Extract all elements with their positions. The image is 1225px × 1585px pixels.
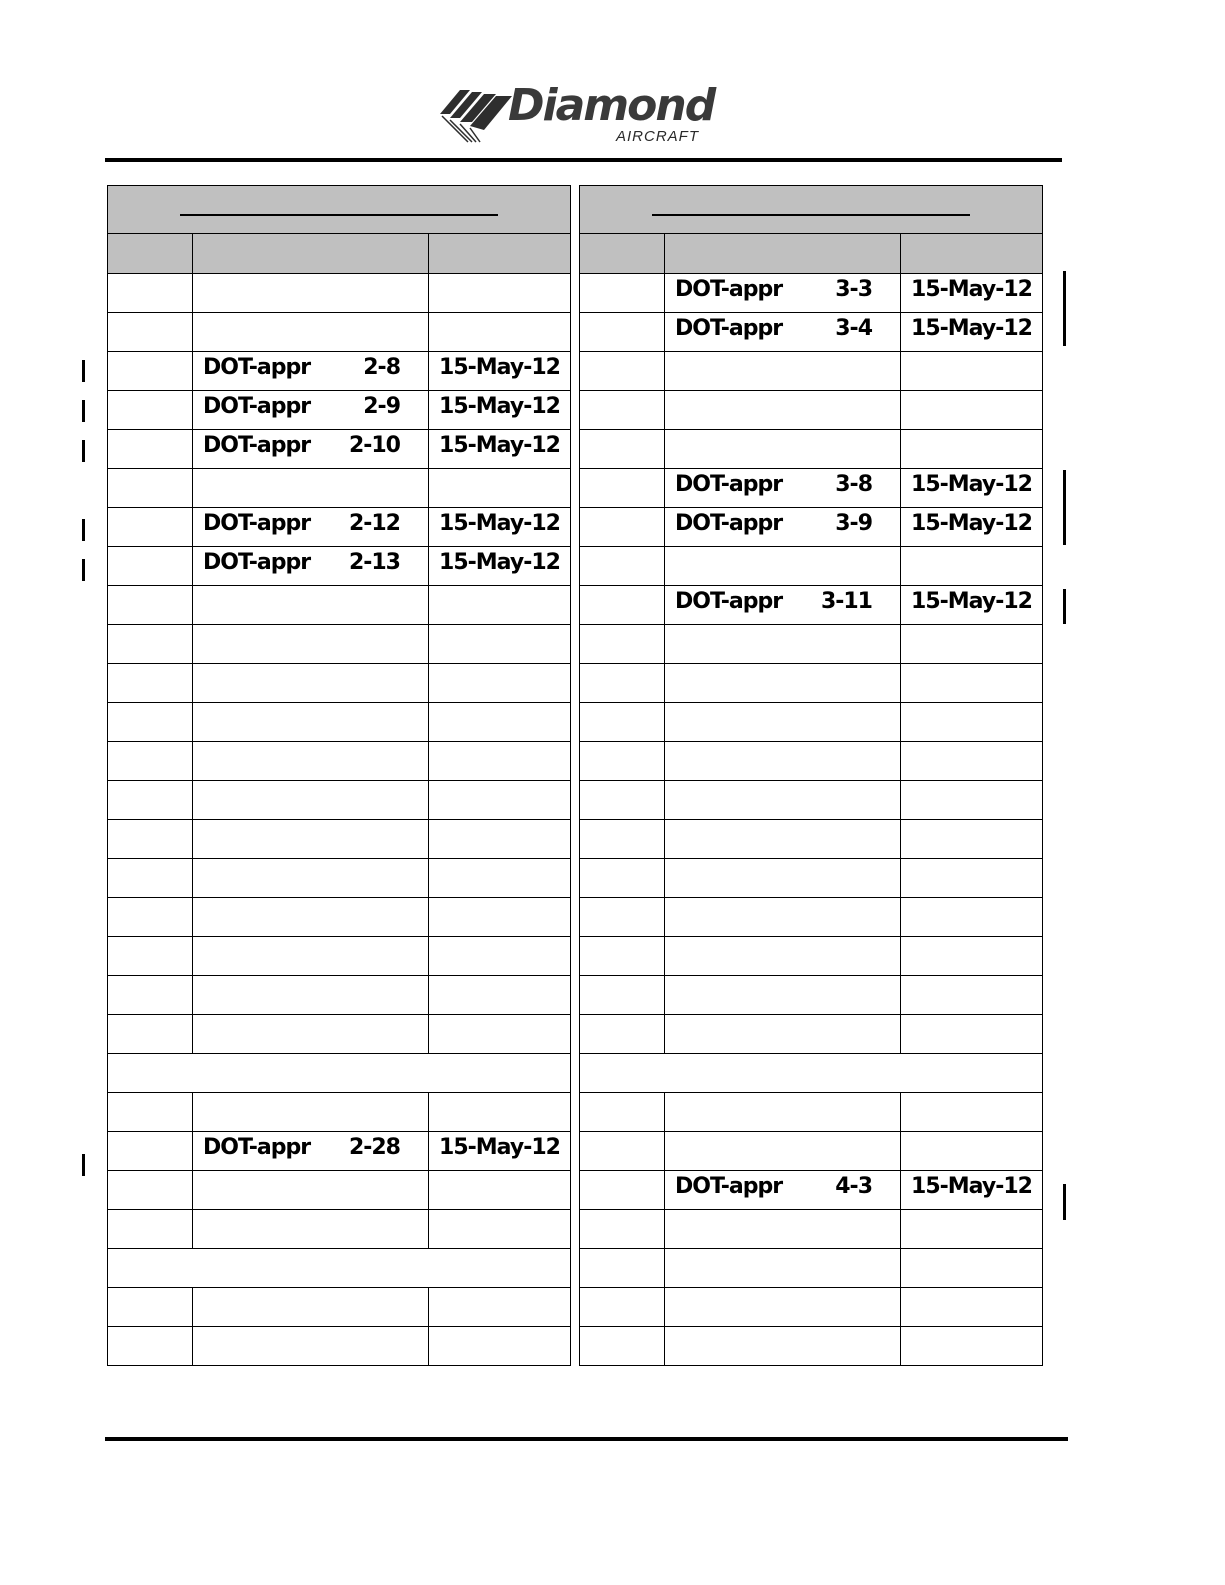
- right-table-row: [580, 1171, 1043, 1210]
- left-date-cell: [429, 1015, 571, 1054]
- left-date-cell: [429, 1210, 571, 1249]
- revision-date: 15-May-12: [439, 433, 560, 458]
- doc-code: DOT-appr: [675, 277, 783, 302]
- left-page-cell: [193, 1015, 429, 1054]
- left-page-cell: [193, 859, 429, 898]
- page-number: 2-13: [348, 550, 400, 575]
- left-chapter-cell: [108, 703, 193, 742]
- left-chapter-cell: [108, 352, 193, 391]
- left-page-cell: [193, 898, 429, 937]
- right-date-cell: [901, 1132, 1043, 1171]
- left-table-row: [108, 1210, 571, 1249]
- right-page-cell: [665, 313, 901, 352]
- right-table-row: [580, 586, 1043, 625]
- right-chapter-cell: [580, 976, 665, 1015]
- left-merged-cell: [108, 1054, 571, 1093]
- left-chapter-cell: [108, 1132, 193, 1171]
- right-page-cell: [665, 274, 901, 313]
- page-number: 2-9: [363, 394, 400, 419]
- revision-date: 15-May-12: [911, 316, 1032, 341]
- right-merged-cell: [580, 1054, 1043, 1093]
- left-chapter-cell: [108, 391, 193, 430]
- right-page-cell: [665, 859, 901, 898]
- right-table-row: [580, 976, 1043, 1015]
- right-page-cell: [665, 898, 901, 937]
- left-table-row: [108, 352, 571, 391]
- left-page-cell: [193, 274, 429, 313]
- left-date-cell: [429, 703, 571, 742]
- right-date-cell: [901, 1210, 1043, 1249]
- revision-date: 15-May-12: [911, 589, 1032, 614]
- left-date-cell: [429, 313, 571, 352]
- right-chapter-cell: [580, 352, 665, 391]
- right-date-cell: [901, 664, 1043, 703]
- left-table-row: [108, 586, 571, 625]
- left-page-cell: [193, 1210, 429, 1249]
- right-chapter-cell: [580, 1249, 665, 1288]
- right-table-row: [580, 352, 1043, 391]
- right-date-cell: [901, 781, 1043, 820]
- right-chapter-cell: [580, 1210, 665, 1249]
- left-chapter-cell: [108, 1015, 193, 1054]
- revision-date: 15-May-12: [911, 277, 1032, 302]
- left-page-cell: [193, 508, 429, 547]
- left-chapter-cell: [108, 547, 193, 586]
- left-page-cell: [193, 391, 429, 430]
- page-number: 3-3: [835, 277, 872, 302]
- right-chapter-cell: [580, 508, 665, 547]
- left-date-cell: [429, 586, 571, 625]
- left-table-row: [108, 703, 571, 742]
- left-date-cell: [429, 391, 571, 430]
- revision-date: 15-May-12: [439, 550, 560, 575]
- right-table-row: [580, 508, 1043, 547]
- revision-change-bar: [82, 440, 85, 462]
- right-page-cell: [665, 976, 901, 1015]
- right-chapter-cell: [580, 1288, 665, 1327]
- left-table-row: [108, 313, 571, 352]
- left-page-cell: [193, 1132, 429, 1171]
- left-date-cell: [429, 664, 571, 703]
- left-table-row: [108, 1288, 571, 1327]
- revision-change-bar: [1063, 470, 1066, 545]
- right-date-cell: [901, 1327, 1043, 1366]
- right-table-row: [580, 274, 1043, 313]
- revision-change-bar: [82, 400, 85, 422]
- left-table-row: [108, 781, 571, 820]
- left-date-cell: [429, 1132, 571, 1171]
- left-date-cell: [429, 1171, 571, 1210]
- left-table-row: [108, 391, 571, 430]
- left-table-row: [108, 820, 571, 859]
- right-date-cell: [901, 742, 1043, 781]
- left-page-cell: [193, 976, 429, 1015]
- left-page-cell: [193, 430, 429, 469]
- left-chapter-cell: [108, 898, 193, 937]
- doc-code: DOT-appr: [203, 511, 311, 536]
- left-date-cell: [429, 898, 571, 937]
- page-number: 2-10: [348, 433, 400, 458]
- left-date-cell: [429, 508, 571, 547]
- left-page-cell: [193, 937, 429, 976]
- right-chapter-cell: [580, 430, 665, 469]
- left-table-row: [108, 508, 571, 547]
- right-table-row: [580, 547, 1043, 586]
- left-table-row: [108, 1249, 571, 1288]
- page-number: 3-11: [820, 589, 872, 614]
- doc-code: DOT-appr: [675, 589, 783, 614]
- left-chapter-cell: [108, 820, 193, 859]
- right-page-cell: [665, 586, 901, 625]
- right-column-header-date: [901, 234, 1043, 274]
- left-table-row: [108, 1054, 571, 1093]
- left-date-cell: [429, 1093, 571, 1132]
- right-page-cell: [665, 391, 901, 430]
- left-header-underline: [180, 214, 498, 216]
- page-number: 3-8: [835, 472, 872, 497]
- diamond-aircraft-logo: [440, 80, 730, 148]
- left-column-header-chapter: [108, 234, 193, 274]
- right-chapter-cell: [580, 1327, 665, 1366]
- right-chapter-cell: [580, 1132, 665, 1171]
- left-date-cell: [429, 976, 571, 1015]
- left-date-cell: [429, 352, 571, 391]
- left-date-cell: [429, 781, 571, 820]
- footer-rule: [105, 1437, 1068, 1441]
- right-page-cell: [665, 1288, 901, 1327]
- right-chapter-cell: [580, 313, 665, 352]
- revision-date: 15-May-12: [439, 1135, 560, 1160]
- right-date-cell: [901, 586, 1043, 625]
- left-chapter-cell: [108, 508, 193, 547]
- doc-code: DOT-appr: [203, 550, 311, 575]
- right-page-cell: [665, 1327, 901, 1366]
- right-date-cell: [901, 625, 1043, 664]
- revision-change-bar: [82, 360, 85, 382]
- left-table-row: [108, 274, 571, 313]
- revision-change-bar: [82, 559, 85, 581]
- right-page-cell: [665, 1015, 901, 1054]
- right-date-cell: [901, 508, 1043, 547]
- left-table-row: [108, 898, 571, 937]
- right-page-cell: [665, 469, 901, 508]
- right-table-row: [580, 937, 1043, 976]
- left-date-cell: [429, 547, 571, 586]
- revision-date: 15-May-12: [439, 355, 560, 380]
- left-date-cell: [429, 274, 571, 313]
- right-page-cell: [665, 508, 901, 547]
- page-number: 3-9: [835, 511, 872, 536]
- right-table-row: [580, 1093, 1043, 1132]
- right-page-cell: [665, 430, 901, 469]
- right-table-row: [580, 625, 1043, 664]
- right-table-row: [580, 469, 1043, 508]
- right-table-row: [580, 664, 1043, 703]
- right-chapter-cell: [580, 391, 665, 430]
- right-table-row: [580, 1132, 1043, 1171]
- right-table-row: [580, 1210, 1043, 1249]
- right-header-underline: [652, 214, 970, 216]
- left-table-row: [108, 1132, 571, 1171]
- right-chapter-cell: [580, 1093, 665, 1132]
- right-page-cell: [665, 937, 901, 976]
- right-page-cell: [665, 547, 901, 586]
- left-chapter-cell: [108, 859, 193, 898]
- right-page-cell: [665, 1249, 901, 1288]
- revision-date: 15-May-12: [911, 1174, 1032, 1199]
- left-page-cell: [193, 547, 429, 586]
- left-effective-pages-table: [107, 185, 571, 1366]
- right-date-cell: [901, 703, 1043, 742]
- right-table-row: [580, 313, 1043, 352]
- doc-code: DOT-appr: [203, 394, 311, 419]
- page-number: 2-28: [348, 1135, 400, 1160]
- right-date-cell: [901, 1249, 1043, 1288]
- left-chapter-cell: [108, 1210, 193, 1249]
- right-page-cell: [665, 1171, 901, 1210]
- left-chapter-cell: [108, 625, 193, 664]
- left-date-cell: [429, 937, 571, 976]
- right-date-cell: [901, 313, 1043, 352]
- left-chapter-cell: [108, 664, 193, 703]
- left-page-cell: [193, 664, 429, 703]
- revision-change-bar: [1063, 589, 1066, 625]
- right-page-cell: [665, 742, 901, 781]
- right-date-cell: [901, 391, 1043, 430]
- left-chapter-cell: [108, 976, 193, 1015]
- right-table-row: [580, 1249, 1043, 1288]
- left-date-cell: [429, 820, 571, 859]
- right-column-header-chapter: [580, 234, 665, 274]
- left-chapter-cell: [108, 274, 193, 313]
- right-date-cell: [901, 898, 1043, 937]
- left-date-cell: [429, 469, 571, 508]
- left-date-cell: [429, 742, 571, 781]
- revision-change-bar: [1063, 1184, 1066, 1220]
- right-date-cell: [901, 976, 1043, 1015]
- right-chapter-cell: [580, 703, 665, 742]
- left-chapter-cell: [108, 1327, 193, 1366]
- right-table-row: [580, 703, 1043, 742]
- left-page-cell: [193, 1093, 429, 1132]
- left-table-row: [108, 1327, 571, 1366]
- left-table-row: [108, 1171, 571, 1210]
- left-chapter-cell: [108, 781, 193, 820]
- left-table-row: [108, 1093, 571, 1132]
- left-chapter-cell: [108, 742, 193, 781]
- doc-code: DOT-appr: [203, 1135, 311, 1160]
- right-date-cell: [901, 820, 1043, 859]
- revision-date: 15-May-12: [911, 511, 1032, 536]
- left-chapter-cell: [108, 469, 193, 508]
- left-table-row: [108, 664, 571, 703]
- right-table-row: [580, 1327, 1043, 1366]
- brand-name: Diamond: [508, 80, 715, 131]
- right-column-header-page: [665, 234, 901, 274]
- doc-code: DOT-appr: [675, 472, 783, 497]
- revision-change-bar: [82, 1154, 85, 1176]
- right-chapter-cell: [580, 1171, 665, 1210]
- diamond-logo-icon: [440, 90, 516, 146]
- revision-change-bar: [1063, 271, 1066, 346]
- doc-code: DOT-appr: [203, 355, 311, 380]
- left-page-cell: [193, 586, 429, 625]
- right-page-cell: [665, 625, 901, 664]
- right-date-cell: [901, 430, 1043, 469]
- right-date-cell: [901, 937, 1043, 976]
- doc-code: DOT-appr: [675, 1174, 783, 1199]
- right-table-row: [580, 1288, 1043, 1327]
- right-chapter-cell: [580, 586, 665, 625]
- left-column-header-page: [193, 234, 429, 274]
- right-date-cell: [901, 1171, 1043, 1210]
- page-number: 3-4: [835, 316, 872, 341]
- left-page-cell: [193, 352, 429, 391]
- left-section-header: [108, 186, 571, 234]
- revision-date: 15-May-12: [439, 394, 560, 419]
- left-merged-cell: [108, 1249, 571, 1288]
- right-table-row: [580, 1015, 1043, 1054]
- right-chapter-cell: [580, 781, 665, 820]
- right-date-cell: [901, 274, 1043, 313]
- left-date-cell: [429, 430, 571, 469]
- left-date-cell: [429, 625, 571, 664]
- right-page-cell: [665, 1132, 901, 1171]
- left-table-row: [108, 430, 571, 469]
- left-table-row: [108, 742, 571, 781]
- left-page-cell: [193, 781, 429, 820]
- right-table-row: [580, 742, 1043, 781]
- left-chapter-cell: [108, 1093, 193, 1132]
- left-page-cell: [193, 742, 429, 781]
- revision-change-bar: [82, 519, 85, 541]
- right-effective-pages-table: [579, 185, 1043, 1366]
- right-chapter-cell: [580, 937, 665, 976]
- left-page-cell: [193, 313, 429, 352]
- right-page-cell: [665, 703, 901, 742]
- right-chapter-cell: [580, 625, 665, 664]
- right-date-cell: [901, 1288, 1043, 1327]
- left-date-cell: [429, 859, 571, 898]
- right-page-cell: [665, 352, 901, 391]
- brand-subtitle: AIRCRAFT: [616, 128, 699, 145]
- right-page-cell: [665, 664, 901, 703]
- doc-code: DOT-appr: [203, 433, 311, 458]
- page-number: 2-12: [348, 511, 400, 536]
- left-chapter-cell: [108, 586, 193, 625]
- right-page-cell: [665, 1210, 901, 1249]
- revision-date: 15-May-12: [439, 511, 560, 536]
- left-page-cell: [193, 469, 429, 508]
- right-chapter-cell: [580, 859, 665, 898]
- left-table-row: [108, 937, 571, 976]
- doc-code: DOT-appr: [675, 316, 783, 341]
- left-chapter-cell: [108, 430, 193, 469]
- right-table-row: [580, 430, 1043, 469]
- right-date-cell: [901, 1093, 1043, 1132]
- right-date-cell: [901, 859, 1043, 898]
- left-table-row: [108, 976, 571, 1015]
- left-chapter-cell: [108, 1171, 193, 1210]
- right-date-cell: [901, 1015, 1043, 1054]
- right-table-row: [580, 820, 1043, 859]
- right-chapter-cell: [580, 664, 665, 703]
- right-table-row: [580, 391, 1043, 430]
- left-table-row: [108, 1015, 571, 1054]
- right-date-cell: [901, 352, 1043, 391]
- left-page-cell: [193, 1171, 429, 1210]
- right-chapter-cell: [580, 469, 665, 508]
- right-table-row: [580, 1054, 1043, 1093]
- right-chapter-cell: [580, 274, 665, 313]
- right-page-cell: [665, 1093, 901, 1132]
- left-page-cell: [193, 1327, 429, 1366]
- page-number: 2-8: [363, 355, 400, 380]
- left-table-row: [108, 859, 571, 898]
- right-table-row: [580, 898, 1043, 937]
- left-page-cell: [193, 625, 429, 664]
- right-table-row: [580, 859, 1043, 898]
- left-chapter-cell: [108, 1288, 193, 1327]
- right-section-header: [580, 186, 1043, 234]
- right-page-cell: [665, 781, 901, 820]
- left-date-cell: [429, 1327, 571, 1366]
- right-chapter-cell: [580, 742, 665, 781]
- left-chapter-cell: [108, 313, 193, 352]
- left-page-cell: [193, 820, 429, 859]
- right-table-row: [580, 781, 1043, 820]
- left-table-row: [108, 547, 571, 586]
- left-table-row: [108, 625, 571, 664]
- right-chapter-cell: [580, 1015, 665, 1054]
- right-chapter-cell: [580, 547, 665, 586]
- left-table-row: [108, 469, 571, 508]
- right-chapter-cell: [580, 820, 665, 859]
- header-rule: [105, 158, 1062, 162]
- left-page-cell: [193, 1288, 429, 1327]
- page-number: 4-3: [835, 1174, 872, 1199]
- right-date-cell: [901, 547, 1043, 586]
- right-chapter-cell: [580, 898, 665, 937]
- left-column-header-date: [429, 234, 571, 274]
- right-date-cell: [901, 469, 1043, 508]
- right-page-cell: [665, 820, 901, 859]
- revision-date: 15-May-12: [911, 472, 1032, 497]
- doc-code: DOT-appr: [675, 511, 783, 536]
- left-date-cell: [429, 1288, 571, 1327]
- left-chapter-cell: [108, 937, 193, 976]
- left-page-cell: [193, 703, 429, 742]
